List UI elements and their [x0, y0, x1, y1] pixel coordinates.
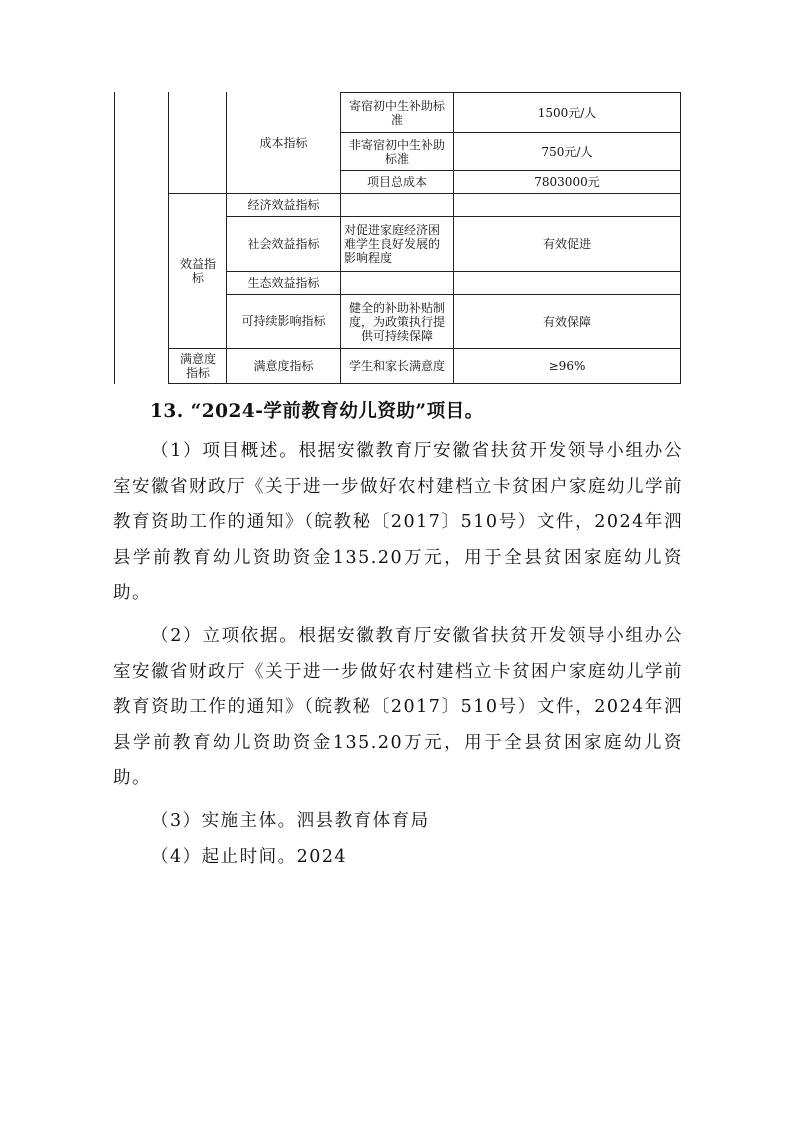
sustainability-label: 可持续影响指标	[241, 314, 326, 328]
performance-indicator-table	[114, 92, 681, 384]
value-cell: 1500元/人	[537, 105, 597, 120]
value-cell	[454, 194, 680, 216]
paragraph-basis: （2）立项依据。根据安徽教育厅安徽省扶贫开发领导小组办公室安徽省财政厅《关于进一步做好农村建档立卡贫困户家庭幼儿学前教育资助工作的通知》（皖教秘〔2017〕510号）文件，2024年泗县学前教育幼儿资助资金135.20万元，用于全县贫困家庭幼儿资助。	[113, 626, 683, 788]
indicator-cell: 对促进家庭经济困难学生良好发展的影响程度	[344, 223, 441, 265]
value-cell: 750元/人	[541, 144, 593, 159]
paragraph-overview: （1）项目概述。根据安徽教育厅安徽省扶贫开发领导小组办公室安徽省财政厅《关于进一步做好农村建档立卡贫困户家庭幼儿学前教育资助工作的通知》（皖教秘〔2017〕510号）文件，2024年泗县学前教育幼儿资助资金135.20万元，用于全县贫困家庭幼儿资助。	[113, 441, 683, 603]
value-cell: 7803000元	[534, 175, 600, 189]
value-cell: 有效促进	[542, 237, 591, 251]
indicator-cell: 寄宿初中生补助标准	[348, 98, 445, 127]
social-benefit-label: 社会效益指标	[247, 236, 320, 251]
indicator-cell	[341, 194, 453, 216]
indicator-cell	[341, 272, 453, 294]
paragraph-implementer: （3）实施主体。泗县教育体育局	[151, 811, 430, 831]
benefit-indicator-label: 效益指标	[179, 257, 216, 285]
cost-indicator-label: 成本指标	[259, 135, 308, 150]
ecological-benefit-label: 生态效益指标	[247, 275, 320, 290]
value-cell: 有效保障	[542, 314, 591, 329]
section-heading: 13. “2024-学前教育幼儿资助”项目。	[150, 401, 484, 422]
indicator-cell: 健全的补助补贴制度，为政策执行提供可持续保障	[348, 300, 445, 343]
economic-benefit-label: 经济效益指标	[247, 197, 320, 212]
indicator-cell: 学生和家长满意度	[348, 359, 445, 373]
indicator-cell: 项目总成本	[366, 175, 427, 189]
value-cell: ≥96%	[548, 359, 586, 373]
indicator-cell: 非寄宿初中生补助标准	[348, 137, 445, 166]
satisfaction-label: 满意度指标	[253, 358, 314, 373]
paragraph-duration: （4）起止时间。2024	[151, 847, 348, 867]
value-cell	[454, 272, 680, 294]
satisfaction-indicator-label: 满意度指标	[179, 352, 216, 380]
